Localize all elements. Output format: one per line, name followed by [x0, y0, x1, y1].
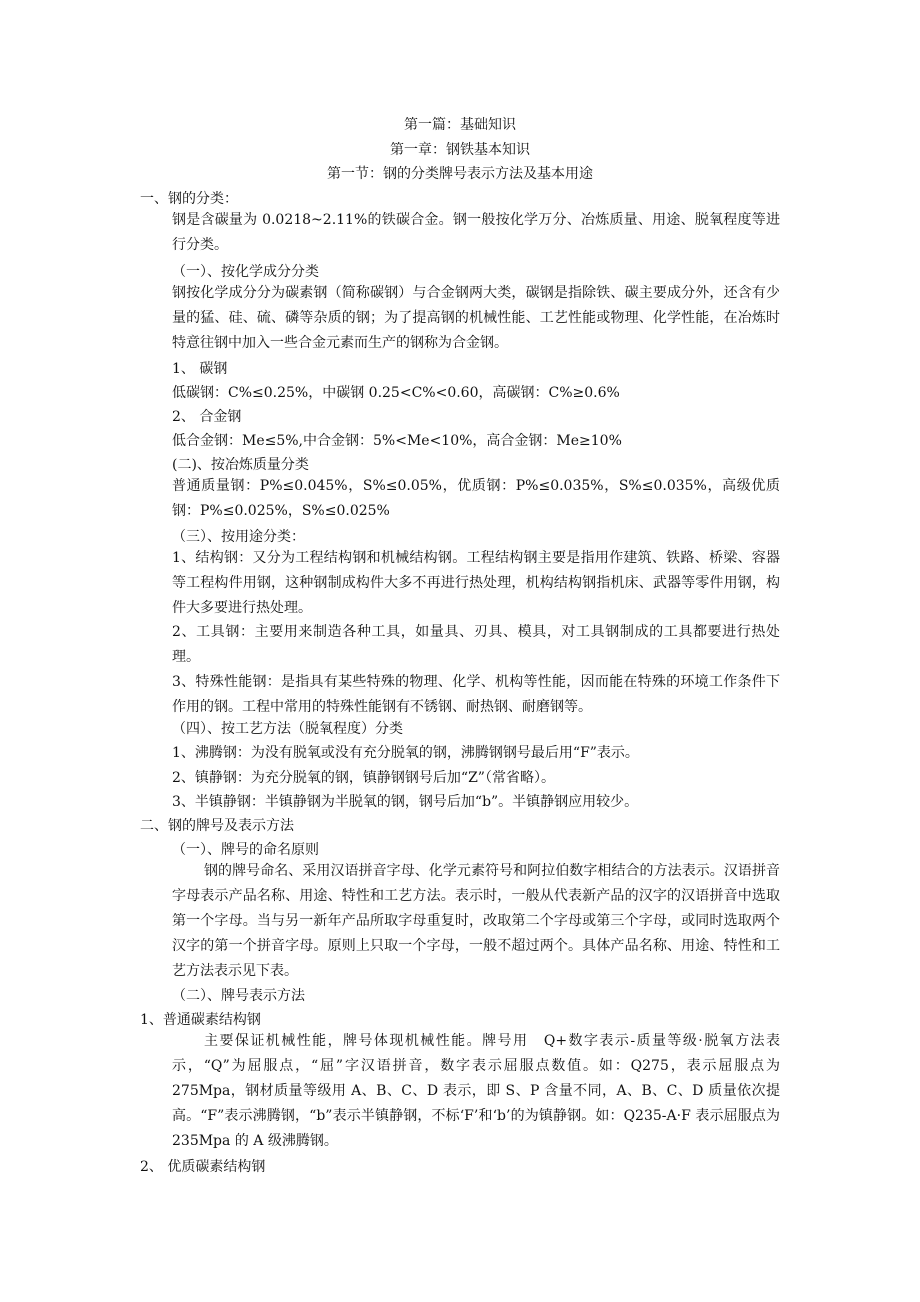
carbon-steel-ranges: 低碳钢：C%≤0.25%，中碳钢 0.25<C%<0.60，高碳钢：C%≥0.6% [172, 385, 620, 401]
naming-paragraph: 钢的牌号命名、采用汉语拼音字母、化学元素符号和阿拉伯数字相结合的方法表示。汉语拼音字母表示产品名称、用途、特性和工艺方法。表示时，一般从代表新产品的汉字的汉语拼音中选取第一个字母。当与另一新年产品所取字母重复时，改取第二个字母或第三个字母，或同时选取两个汉字的第一个拼音字母。原则上只取一个字母，一般不超过两个。具体产品名称、用途、特性和工艺方法表示见下表。 [172, 863, 780, 979]
process-item-semikilled: 3、半镇静钢：半镇静钢为半脱氧的钢，钢号后加“b”。半镇静钢应用较少。 [172, 794, 639, 810]
usage-item-tool: 2、工具钢：主要用来制造各种工具，如量具、刃具、模具，对工具钢制成的工具都要进行热处理。 [172, 624, 780, 665]
subheading-method: （二）、牌号表示方法 [172, 988, 305, 1004]
chapter-title: 第一章：钢铁基本知识 [390, 142, 530, 158]
process-item-killed: 2、镇静钢：为充分脱氧的钢，镇静钢钢号后加“Z”（常省略）。 [172, 770, 555, 786]
quality-carbon-steel-label: 2、 优质碳素结构钢 [140, 1159, 266, 1175]
subheading-quality: (二)、按冶炼质量分类 [172, 457, 309, 473]
heading-classification: 一、钢的分类： [140, 191, 238, 207]
process-item-rimmed: 1、沸腾钢：为没有脱氧或没有充分脱氧的钢，沸腾钢钢号最后用“F”表示。 [172, 745, 639, 761]
subheading-process: （四）、按工艺方法（脱氧程度）分类 [172, 721, 403, 737]
usage-item-special: 3、特殊性能钢：是指具有某些特殊的物理、化学、机构等性能，因而能在特殊的环境工作条件下作用的钢。工程中常用的特殊性能钢有不锈钢、耐热钢、耐磨钢等。 [172, 674, 780, 715]
part-title: 第一篇：基础知识 [404, 117, 516, 133]
ordinary-carbon-steel-paragraph: 主要保证机械性能，牌号体现机械性能。牌号用 Q+数字表示-质量等级·脱氧方法表示，“Q”为屈服点，“屈”字汉语拼音，数字表示屈服点数值。如：Q275，表示屈服点为 275Mpa，钢材质量等级用 A、B、C、D 表示，即 S、P 含量不同，A、B、C、D 质量依次提高。“F”表示沸腾钢，“b”表示半镇静钢，不标‘F’和‘b’的为镇静钢。如：Q235-A·F 表示屈服点为 235Mpa 的 A 级沸腾钢。 [172, 1033, 780, 1149]
quality-paragraph: 普通质量钢：P%≤0.045%，S%≤0.05%，优质钢：P%≤0.035%，S%≤0.035%，高级优质钢：P%≤0.025%，S%≤0.025% [172, 478, 780, 519]
alloy-steel-label: 2、 合金钢 [172, 409, 242, 425]
intro-paragraph: 钢是含碳量为 0.0218~2.11%的铁碳合金。钢一般按化学万分、冶炼质量、用途、脱氧程度等进行分类。 [172, 212, 780, 253]
alloy-steel-ranges: 低合金钢：Me≤5%,中合金钢：5%<Me<10%，高合金钢：Me≥10% [172, 433, 622, 449]
subheading-chemical: （一）、按化学成分分类 [172, 264, 319, 280]
usage-item-structural: 1、结构钢：又分为工程结构钢和机械结构钢。工程结构钢主要是指用作建筑、铁路、桥梁、容器等工程构件用钢，这种钢制成构件大多不再进行热处理，机构结构钢指机床、武器等零件用钢，构件大多要进行热处理。 [172, 550, 780, 616]
heading-grades: 二、钢的牌号及表示方法 [140, 818, 294, 834]
carbon-steel-label: 1、 碳钢 [172, 361, 228, 377]
subheading-usage: （三）、按用途分类： [172, 529, 305, 545]
chemical-paragraph: 钢按化学成分分为碳素钢（简称碳钢）与合金钢两大类，碳钢是指除铁、碳主要成分外，还含有少量的猛、硅、硫、磷等杂质的钢；为了提高钢的机械性能、工艺性能或物理、化学性能，在冶炼时特意往钢中加入一些合金元素而生产的钢称为合金钢。 [172, 285, 780, 351]
subheading-naming: （一）、牌号的命名原则 [172, 842, 319, 858]
section-title: 第一节：钢的分类牌号表示方法及基本用途 [327, 166, 593, 182]
ordinary-carbon-steel-label: 1、普通碳素结构钢 [140, 1012, 261, 1028]
